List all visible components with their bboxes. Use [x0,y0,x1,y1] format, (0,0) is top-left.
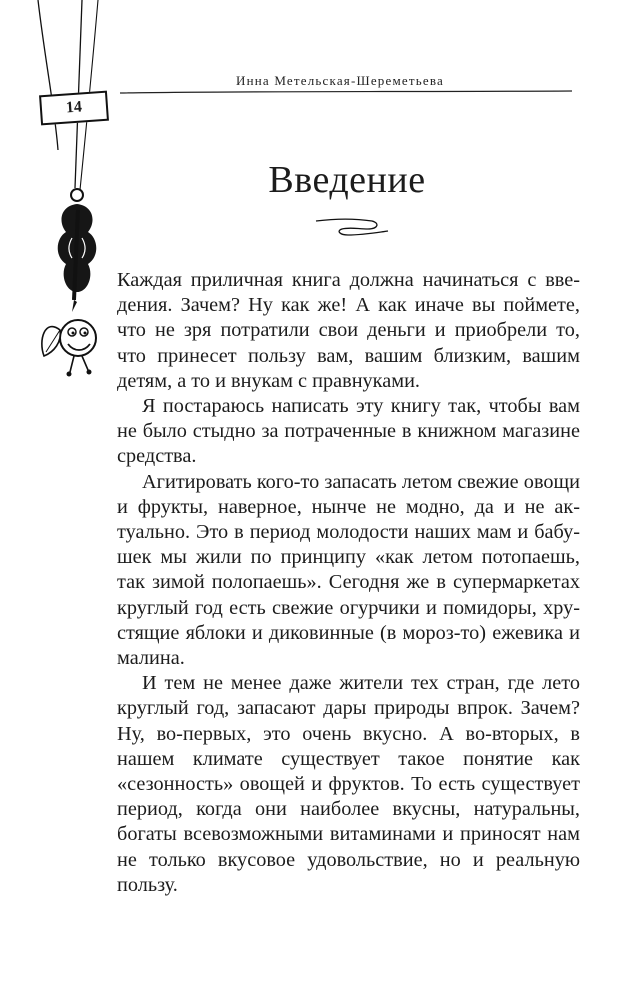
paragraph: И тем не менее даже жители тех стран, где лето круглый год, запасают дары природы впрок. Зачем? Ну, во-первых, это очень вкусно. А во-вторых, в нашем климате существует такое понятие как «сезонность» овощей и фруктов. То есть существует период, когда они наиболее вкусны, натуральны, богаты всевозможными витаминами и приносят нам не только вкусовое удовольствие, но и реальную пользу. [117,672,580,896]
paragraph: Агитировать кого-то запасать летом свежие овощи и фрукты, наверное, нынче не модно, да и не актуально. Это в период молодости наших мам и бабушек мы жили по принципу «как летом потопаешь, так зимой полопаешь». Сегодня же в супермаркетах круглый год есть свежие огурчики и помидоры, хрустящие яблоки и диковинные (в мороз-то) ежевика и малина. [117,470,580,670]
violin-pencil-character-icon [20,0,130,390]
chapter-title: Введение [268,159,426,201]
body-text [117,268,580,898]
paragraph: Я постараюсь написать эту книгу так, чтобы вам не было стыдно за потраченные в книжном магазине средства. [117,395,580,468]
swirl-flourish-icon [312,213,392,241]
paragraph: Каждая приличная книга должна начинаться с введения. Зачем? Ну как же! А как иначе вы поймете, что не зря потратили свои деньги и приобрели то, что принесет пользу вам, вашим близким, вашим детям, а то и внукам с правнуками. [117,269,580,392]
page-number: 14 [39,91,109,126]
running-header-author: Инна Метельская-Шереметьева [236,73,444,88]
header-rule [118,85,574,103]
